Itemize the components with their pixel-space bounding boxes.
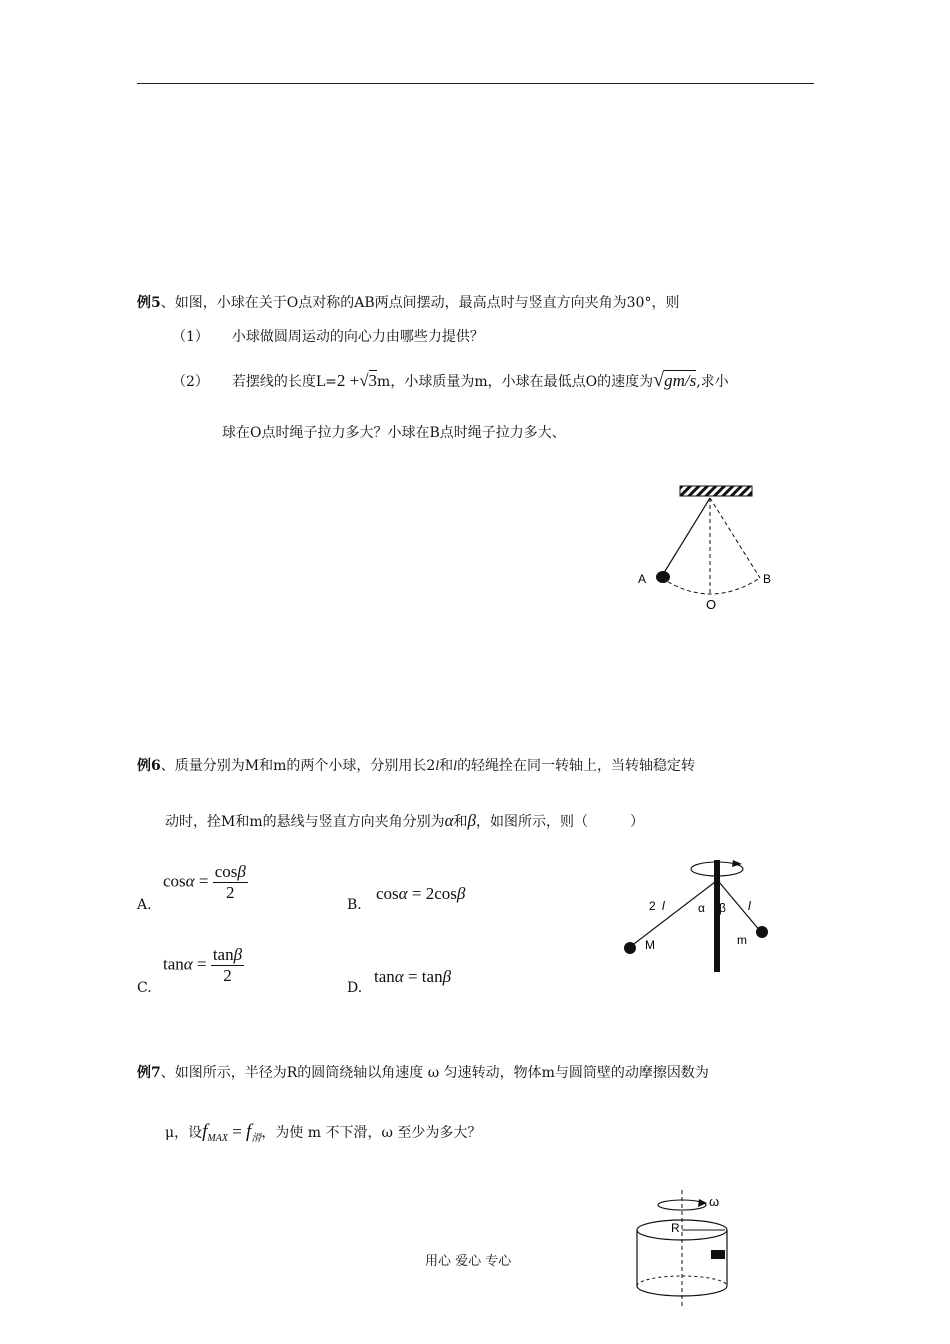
option-A-eq: = (198, 871, 209, 891)
example6-line2-post: ，如图所示，则（ ） (476, 814, 645, 830)
option-D-key: D. (347, 980, 363, 996)
sqrt-symbol: √ (359, 371, 369, 390)
string-to-B-dashed (710, 498, 760, 578)
example7-mu: μ，设 (165, 1125, 203, 1141)
option-C-formula (163, 945, 244, 986)
string-to-A (662, 498, 710, 576)
label-m: m (737, 933, 747, 947)
velocity-expression (653, 371, 696, 390)
beta-symbol: β (467, 811, 477, 830)
option-C-lhs: tan (163, 954, 184, 974)
label-l-right: l (748, 899, 751, 913)
example6-and: 和 (453, 814, 468, 830)
swing-arc (662, 578, 760, 594)
option-C-fraction (211, 945, 244, 986)
option-C-numerator: tanβ (212, 945, 243, 964)
option-A-fraction (213, 862, 248, 903)
label-beta: β (719, 901, 726, 915)
option-A-lhs: cos (163, 871, 186, 891)
label-alpha: α (698, 901, 705, 915)
example7-line2 (165, 1120, 481, 1151)
option-C-eq: = (196, 954, 207, 974)
equals: = (227, 1122, 247, 1141)
length-expression (337, 370, 377, 390)
option-D-formula: tanα = tanβ (374, 967, 452, 986)
example6-line2 (165, 810, 644, 833)
example5-heading (137, 294, 679, 312)
option-A-denominator: 2 (226, 883, 235, 902)
option-C-denominator: 2 (223, 966, 232, 985)
label-A: A (638, 572, 647, 586)
option-A-numerator: cosβ (214, 862, 246, 881)
sub-max: MAX (207, 1132, 228, 1144)
option-C-key: C. (137, 980, 152, 996)
sqrt-symbol-2: √ (653, 369, 665, 391)
example6-label: 例6 (137, 758, 161, 774)
option-B-formula: cosα = 2cosβ (376, 884, 466, 903)
example5-q2-continuation: 球在O点时绳子拉力多大？小球在B点时绳子拉力多大、 (222, 425, 566, 441)
option-B-key: B. (347, 897, 362, 913)
footer-text: 用心 爱心 专心 (425, 1254, 512, 1269)
shaft-figure (615, 852, 785, 977)
example5-q2-pre: 若摆线的长度L= (231, 374, 337, 390)
example5-q1 (172, 328, 484, 346)
alpha-symbol: α (444, 811, 454, 830)
example5-q1-num: （1） (172, 329, 209, 345)
ceiling-hatch (680, 486, 752, 496)
label-2: 2 (649, 899, 656, 913)
rotation-shaft (714, 860, 720, 972)
f-max: f (202, 1121, 208, 1142)
block-m (711, 1250, 725, 1259)
f-slide: f (246, 1121, 252, 1142)
example7-line1-text: 、如图所示，半径为R的圆筒绕轴以角速度 ω 匀速转动，物体m与圆筒壁的动摩擦因数为 (160, 1065, 709, 1081)
label-R: R (671, 1221, 680, 1235)
option-A-key: A. (137, 897, 152, 913)
example7-line1 (137, 1064, 709, 1082)
length-root: 3 (368, 371, 378, 390)
example6-line1-mid: 和 (439, 758, 454, 774)
label-M: M (645, 938, 655, 952)
example7-line2-post: ，为使 m 不下滑，ω 至少为多大？ (261, 1125, 482, 1141)
ball-m (756, 926, 768, 938)
option-A-lhs-var: α (185, 871, 195, 891)
example5-q2 (172, 368, 729, 394)
label-O: O (706, 597, 717, 612)
label-omega: ω (709, 1194, 720, 1209)
header-rule (137, 83, 814, 84)
length-l-1: l (435, 759, 440, 774)
option-C-lhs-var: α (183, 954, 193, 974)
ball-A (656, 571, 670, 583)
option-A-formula (163, 862, 248, 903)
length-l-2: l (453, 759, 458, 774)
label-B: B (763, 572, 772, 586)
example5-q1-text: 小球做圆周运动的向心力由哪些力提供？ (231, 329, 484, 345)
example6-line1 (137, 757, 695, 776)
example6-line2-pre: 动时，拴M和m的悬线与竖直方向夹角分别为 (165, 814, 445, 830)
example5-q2-post: ,求小 (696, 374, 729, 390)
example7-label: 例7 (137, 1065, 161, 1081)
example5-label: 例5 (137, 295, 161, 311)
pendulum-figure (620, 478, 790, 618)
label-l-left: l (662, 899, 665, 913)
cylinder-figure (625, 1188, 745, 1308)
example5-intro: 、如图，小球在关于O点对称的AB两点间摆动，最高点时与竖直方向夹角为30°，则 (160, 295, 680, 311)
sub-slide: 滑 (251, 1132, 262, 1144)
example6-line1-text: 、质量分别为M和m的两个小球，分别用长2 (160, 758, 436, 774)
velocity-value: gm/s (664, 371, 697, 390)
example5-q2-num: （2） (172, 374, 209, 390)
ball-M (624, 942, 636, 954)
length-int: 2 + (336, 371, 360, 390)
example5-q2-mid: m，小球质量为m，小球在最低点O的速度为 (377, 374, 654, 390)
example6-line1-end: 的轻绳拴在同一转轴上，当转轴稳定转 (457, 758, 696, 774)
